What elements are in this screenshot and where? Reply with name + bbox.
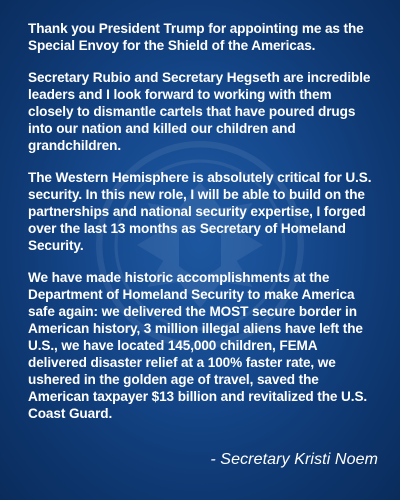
paragraph-western-hemisphere: The Western Hemisphere is absolutely critical for U.S. security. In this new role, I will be able to build on the partnerships and national security expertise, I forged over the last 13 months as Secretary of Homeland Security. [28,170,372,253]
paragraph-accomplishments: We have made historic accomplishments at the Department of Homeland Security to make America safe again: we delivered the MOST secure border in American history, 3 million illegal aliens have left the U.S., we have located 145,000 children, FEMA delivered disaster relief at a 100% faster rate, we ushered in the golden age of travel, saved the American taxpayer $13 billion and revitalized the U.S. Coast Guard. [28,270,368,421]
paragraph-cartels: Secretary Rubio and Secretary Hegseth are incredible leaders and I look forward to working with them closely to dismantle cartels that have poured drugs into our nation and killed our children and grandchildren. [28,70,371,153]
statement-body [28,20,378,437]
paragraph-appointment-thanks: Thank you President Trump for appointing me as the Special Envoy for the Shield of the Americas. [28,21,364,53]
signature: - Secretary Kristi Noem [210,451,378,468]
